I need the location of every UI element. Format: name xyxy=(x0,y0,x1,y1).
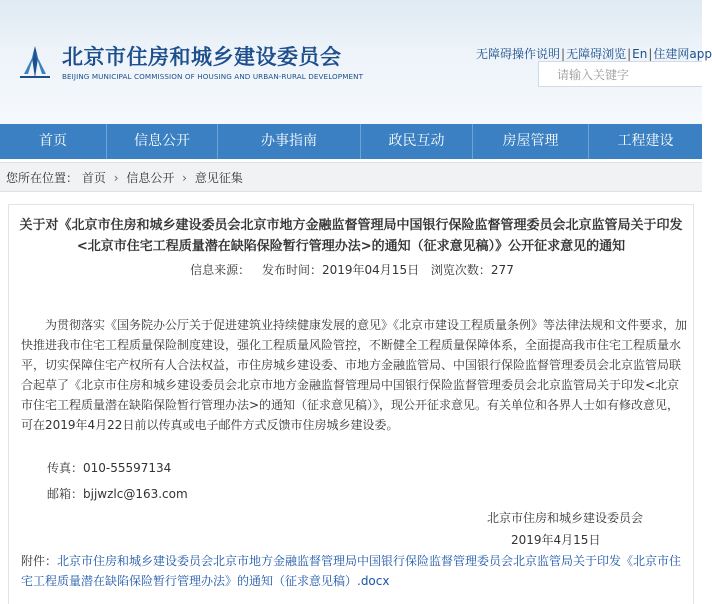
article-attachment xyxy=(21,551,689,591)
nav-public-interaction[interactable]: 政民互动 xyxy=(361,124,473,159)
site-title[interactable]: 北京市住房和城乡建设委员会 xyxy=(62,45,342,69)
nav-info-disclosure[interactable]: 信息公开 xyxy=(107,124,218,159)
nav-service-guide[interactable]: 办事指南 xyxy=(218,124,361,159)
header-links: 无障碍操作说明|无障碍浏览|En|住建网app xyxy=(476,47,712,61)
breadcrumb-solicitation[interactable]: 意见征集 xyxy=(194,171,243,185)
accessibility-guide-link[interactable]: 无障碍操作说明 xyxy=(476,47,561,61)
attachment-label: 附件： xyxy=(21,554,58,568)
article-meta xyxy=(9,261,695,278)
article-date: 发布时间：2019年04月15日 xyxy=(262,263,420,277)
emblem-logo-icon[interactable] xyxy=(16,44,54,82)
article-views: 浏览次数：277 xyxy=(430,263,514,277)
breadcrumb-home[interactable]: 首页 xyxy=(81,171,106,185)
nav-construction[interactable]: 工程建设 xyxy=(617,133,674,149)
search-input[interactable] xyxy=(557,66,697,84)
nav-housing-management[interactable]: 房屋管理 xyxy=(473,124,589,159)
nav-home[interactable]: 首页 xyxy=(0,124,107,159)
main-nav xyxy=(0,124,702,159)
search-box xyxy=(538,61,702,87)
english-link[interactable]: En xyxy=(632,47,648,61)
article-container xyxy=(8,204,694,604)
article-email: 邮箱：bjjwzlc@163.com xyxy=(47,487,188,501)
breadcrumb xyxy=(0,162,702,192)
article-sign-date: 2019年4月15日 xyxy=(511,533,601,547)
accessibility-browse-link[interactable]: 无障碍浏览 xyxy=(566,47,627,61)
article-title: 关于对《北京市住房和城乡建设委员会北京市地方金融监督管理局中国银行保险监督管理委员会北京监管局关于印发<北京市住宅工程质量潜在缺陷保险暂行管理办法>的通知（征求意见稿）》公开征求意见的通知 xyxy=(19,218,683,254)
breadcrumb-separator-icon: › xyxy=(113,171,119,185)
site-header xyxy=(0,0,712,124)
article-sign-org: 北京市住房和城乡建设委员会 xyxy=(487,511,644,525)
breadcrumb-separator-icon: › xyxy=(182,171,187,185)
article-body: 为贯彻落实《国务院办公厅关于促进建筑业持续健康发展的意见》《北京市建设工程质量条例》等法律法规和文件要求，加快推进我市住宅工程质量保险制度建设，强化工程质量风险管控，不断健全工程质量保障体系，全面提高我市住宅工程质量水平，切实保障住宅产权所有人合法权益，市住房城乡建设委、市地方金融监管局、中国银行保险监督管理委员会北京监管局联合起草了《北京市住房和城乡建设委员会北京市地方金融监督管理局中国银行保险监督管理委员会北京监管局关于印发<北京市住宅工程质量潜在缺陷保险暂行管理办法>的通知（征求意见稿）》，现公开征求意见。有关单位和各界人士如有修改意见，可在2019年4月22日前以传真或电子邮件方式反馈市住房城乡建设委。 xyxy=(21,318,688,432)
breadcrumb-prefix: 您所在位置： xyxy=(6,171,79,185)
article-source: 信息来源： xyxy=(190,263,251,277)
app-link[interactable]: 住建网app xyxy=(653,47,712,61)
site-subtitle: BEIJING MUNICIPAL COMMISSION OF HOUSING AND URBAN-RURAL DEVELOPMENT xyxy=(62,72,364,81)
breadcrumb-info-disclosure[interactable]: 信息公开 xyxy=(126,171,175,185)
article-fax: 传真：010-55597134 xyxy=(47,461,172,475)
attachment-link[interactable]: 北京市住房和城乡建设委员会北京市地方金融监督管理局中国银行保险监督管理委员会北京监管局关于印发《北京市住宅工程质量潜在缺陷保险暂行管理办法》的通知（征求意见稿）.docx xyxy=(21,554,682,588)
